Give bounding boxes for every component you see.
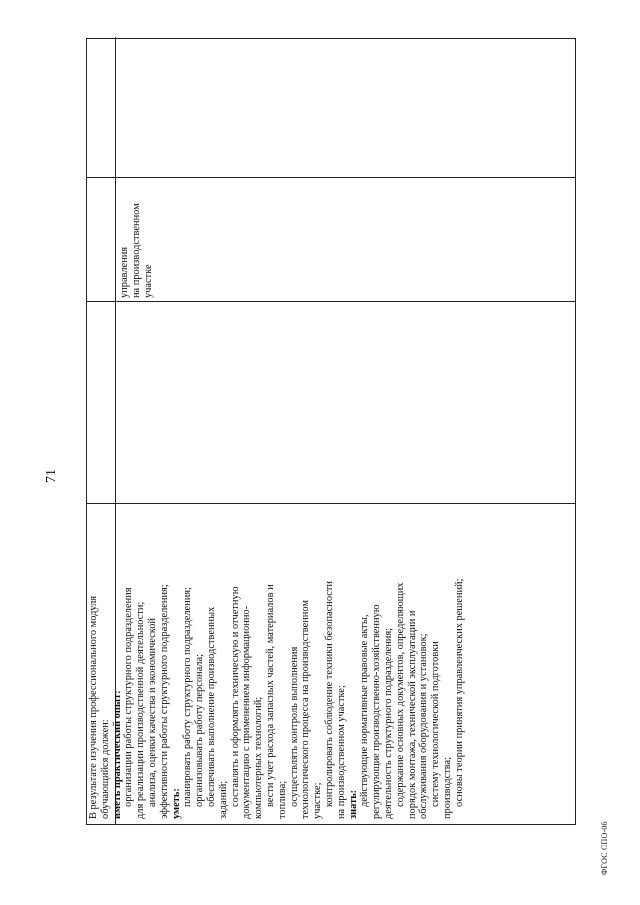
column-divider xyxy=(86,503,576,504)
text-line: организовывать работу персонала; xyxy=(194,654,206,807)
text-line: на производственном участке; xyxy=(335,685,347,819)
text-line: контролировать соблюдение техники безопасности xyxy=(323,581,335,807)
column-divider xyxy=(86,177,576,178)
text-line: участке; xyxy=(312,782,324,819)
text-line: порядок монтажа, технической эксплуатации и xyxy=(406,610,418,819)
text-line: участке xyxy=(142,264,154,298)
table-cell-competencies xyxy=(88,507,574,819)
text-line: систему технологической подготовки xyxy=(430,641,442,807)
text-line: обучающийся должен: xyxy=(99,719,111,819)
text-line: вести учет расхода запасных частей, материалов и xyxy=(264,584,276,807)
footer-label: ФГОС СПО-06 xyxy=(600,821,609,875)
text-line: на производственном xyxy=(130,203,142,298)
text-line: основы теории принятия управленческих решений; xyxy=(453,578,465,807)
text-line: содержание основных документов, определяющих xyxy=(394,582,406,807)
page-number: 71 xyxy=(44,469,59,483)
text-line: для реализации производственной деятельности; xyxy=(135,601,147,819)
table-cell-section-name xyxy=(119,181,154,298)
text-line: регулирующие производственно-хозяйственную xyxy=(371,604,383,819)
text-line: уметь: xyxy=(170,788,182,819)
text-line: компьютерных технологий; xyxy=(253,696,265,819)
text-line: технологического процесса на производственном xyxy=(300,600,312,819)
text-line: действующие нормативные правовые акты, xyxy=(359,614,371,807)
text-line: управления xyxy=(119,246,130,298)
table xyxy=(86,38,576,825)
text-line: В результате изучения профессионального модуля xyxy=(88,595,99,819)
text-line: анализа, оценки качества и экономической xyxy=(146,618,158,807)
text-line: составлять и оформлять техническую и отчетную xyxy=(229,586,241,807)
text-line: осуществлять контроль выполнения xyxy=(288,646,300,807)
text-line: заданий; xyxy=(217,780,229,819)
column-divider xyxy=(86,301,576,302)
text-line: документацию с применением информационно- xyxy=(241,605,253,819)
text-line: обеспечивать выполнение производственных xyxy=(205,606,217,807)
text-line: организации работы структурного подразделения xyxy=(123,587,135,807)
text-line: иметь практический опыт: xyxy=(111,690,123,819)
text-line: эффективности работы структурного подразделения; xyxy=(158,584,170,819)
text-line: деятельность структурного подразделения; xyxy=(382,628,394,819)
text-line: знать: xyxy=(347,789,359,819)
text-line: производства; xyxy=(441,756,453,819)
text-line: топлива; xyxy=(276,780,288,819)
text-line: обслуживания оборудования и установок; xyxy=(418,633,430,819)
text-line: планировать работу структурного подразделения; xyxy=(182,587,194,807)
